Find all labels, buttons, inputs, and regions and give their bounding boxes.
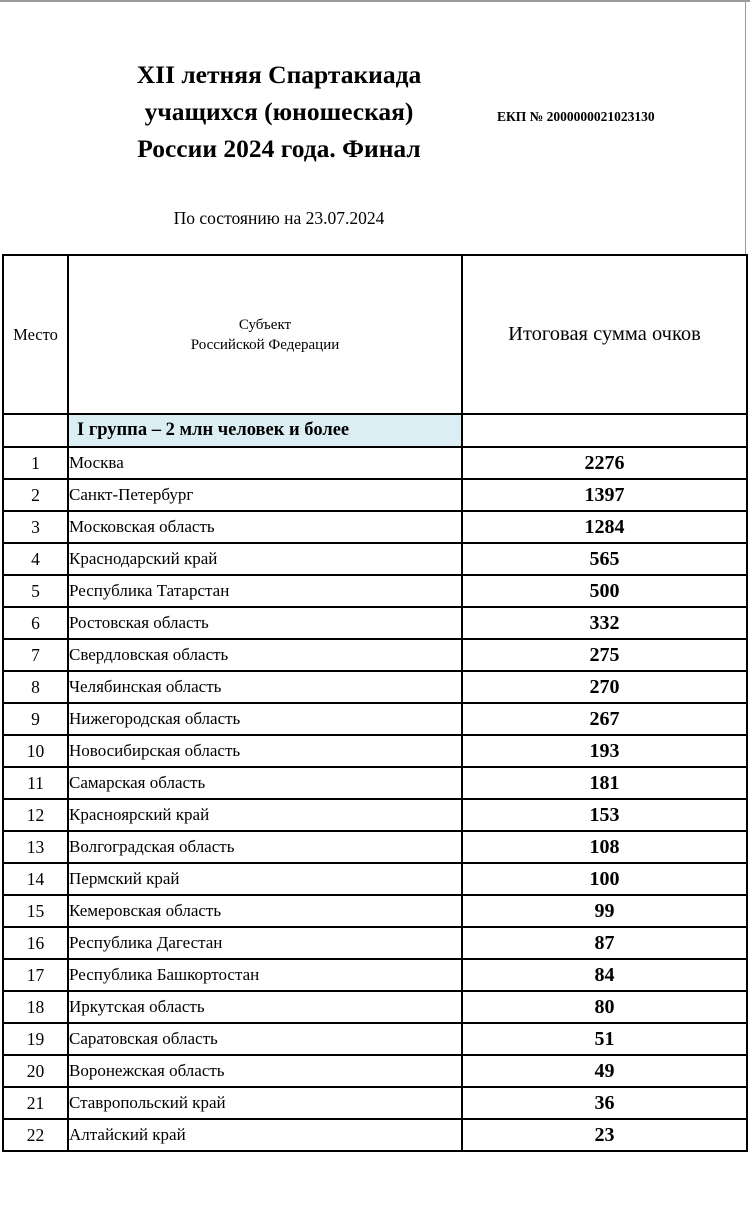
table-row	[3, 447, 747, 479]
table-row	[3, 895, 747, 927]
cell-score: 99	[462, 895, 747, 927]
cell-subject: Челябинская область	[68, 671, 462, 703]
as-of-date: По состоянию на 23.07.2024	[173, 208, 385, 228]
cell-score: 1284	[462, 511, 747, 543]
cell-subject: Пермский край	[68, 863, 462, 895]
cell-rank: 10	[3, 735, 68, 767]
cell-rank: 11	[3, 767, 68, 799]
title-line-1: XII летняя Спартакиада	[136, 60, 422, 89]
group-header-row	[3, 414, 747, 447]
document-title	[76, 56, 482, 167]
table-row	[3, 479, 747, 511]
cell-rank: 17	[3, 959, 68, 991]
group-row-score-cell	[462, 414, 747, 447]
table-body	[3, 414, 747, 1151]
cell-rank: 13	[3, 831, 68, 863]
cell-rank: 16	[3, 927, 68, 959]
cell-rank: 7	[3, 639, 68, 671]
cell-score: 275	[462, 639, 747, 671]
cell-score: 80	[462, 991, 747, 1023]
table-row	[3, 1119, 747, 1151]
cell-subject: Республика Татарстан	[68, 575, 462, 607]
title-line-3: России 2024 года. Финал	[137, 134, 421, 163]
cell-rank: 2	[3, 479, 68, 511]
cell-rank: 8	[3, 671, 68, 703]
table-row	[3, 927, 747, 959]
column-header-subject-line2: Российской Федерации	[190, 336, 340, 353]
cell-score: 108	[462, 831, 747, 863]
cell-subject: Ставропольский край	[68, 1087, 462, 1119]
cell-score: 332	[462, 607, 747, 639]
table-row	[3, 991, 747, 1023]
cell-score: 193	[462, 735, 747, 767]
ekp-code: ЕКП № 2000000021023130	[497, 109, 655, 124]
cell-rank: 21	[3, 1087, 68, 1119]
table-row	[3, 831, 747, 863]
cell-subject: Волгоградская область	[68, 831, 462, 863]
table-row	[3, 607, 747, 639]
table-row	[3, 1023, 747, 1055]
table-row	[3, 863, 747, 895]
table-row	[3, 959, 747, 991]
cell-score: 181	[462, 767, 747, 799]
cell-subject: Самарская область	[68, 767, 462, 799]
document-header	[0, 0, 750, 254]
column-header-rank: Место	[3, 255, 68, 414]
cell-subject: Свердловская область	[68, 639, 462, 671]
table-header-row	[3, 255, 747, 414]
cell-subject: Республика Башкортостан	[68, 959, 462, 991]
cell-subject: Республика Дагестан	[68, 927, 462, 959]
cell-subject: Воронежская область	[68, 1055, 462, 1087]
cell-score: 2276	[462, 447, 747, 479]
table-row	[3, 767, 747, 799]
table-row	[3, 543, 747, 575]
cell-rank: 14	[3, 863, 68, 895]
cell-subject: Москва	[68, 447, 462, 479]
table-row	[3, 1055, 747, 1087]
cell-score: 1397	[462, 479, 747, 511]
table-row	[3, 703, 747, 735]
cell-rank: 5	[3, 575, 68, 607]
cell-rank: 22	[3, 1119, 68, 1151]
table-row	[3, 671, 747, 703]
cell-subject: Нижегородская область	[68, 703, 462, 735]
cell-subject: Кемеровская область	[68, 895, 462, 927]
cell-score: 87	[462, 927, 747, 959]
column-header-subject	[68, 255, 462, 414]
cell-rank: 9	[3, 703, 68, 735]
cell-rank: 20	[3, 1055, 68, 1087]
cell-subject: Саратовская область	[68, 1023, 462, 1055]
cell-rank: 4	[3, 543, 68, 575]
table-row	[3, 735, 747, 767]
cell-score: 84	[462, 959, 747, 991]
table-row	[3, 511, 747, 543]
results-table	[2, 254, 748, 1152]
cell-score: 100	[462, 863, 747, 895]
cell-rank: 15	[3, 895, 68, 927]
cell-score: 153	[462, 799, 747, 831]
cell-subject: Алтайский край	[68, 1119, 462, 1151]
cell-score: 49	[462, 1055, 747, 1087]
cell-rank: 12	[3, 799, 68, 831]
cell-subject: Санкт-Петербург	[68, 479, 462, 511]
table-row	[3, 575, 747, 607]
cell-rank: 19	[3, 1023, 68, 1055]
cell-rank: 18	[3, 991, 68, 1023]
cell-score: 270	[462, 671, 747, 703]
column-header-subject-line1: Субъект	[238, 316, 292, 333]
cell-rank: 1	[3, 447, 68, 479]
group-row-rank-cell	[3, 414, 68, 447]
cell-rank: 3	[3, 511, 68, 543]
table-row	[3, 799, 747, 831]
cell-subject: Красноярский край	[68, 799, 462, 831]
cell-score: 51	[462, 1023, 747, 1055]
cell-rank: 6	[3, 607, 68, 639]
table-row	[3, 639, 747, 671]
cell-score: 500	[462, 575, 747, 607]
cell-subject: Новосибирская область	[68, 735, 462, 767]
cell-subject: Московская область	[68, 511, 462, 543]
table-row	[3, 1087, 747, 1119]
column-header-score: Итоговая сумма очков	[462, 255, 747, 414]
title-line-2: учащихся (юношеская)	[144, 97, 414, 126]
cell-subject: Иркутская область	[68, 991, 462, 1023]
cell-score: 23	[462, 1119, 747, 1151]
cell-score: 267	[462, 703, 747, 735]
group-header-label: I группа – 2 млн человек и более	[68, 414, 462, 447]
cell-subject: Краснодарский край	[68, 543, 462, 575]
cell-subject: Ростовская область	[68, 607, 462, 639]
cell-score: 565	[462, 543, 747, 575]
cell-score: 36	[462, 1087, 747, 1119]
